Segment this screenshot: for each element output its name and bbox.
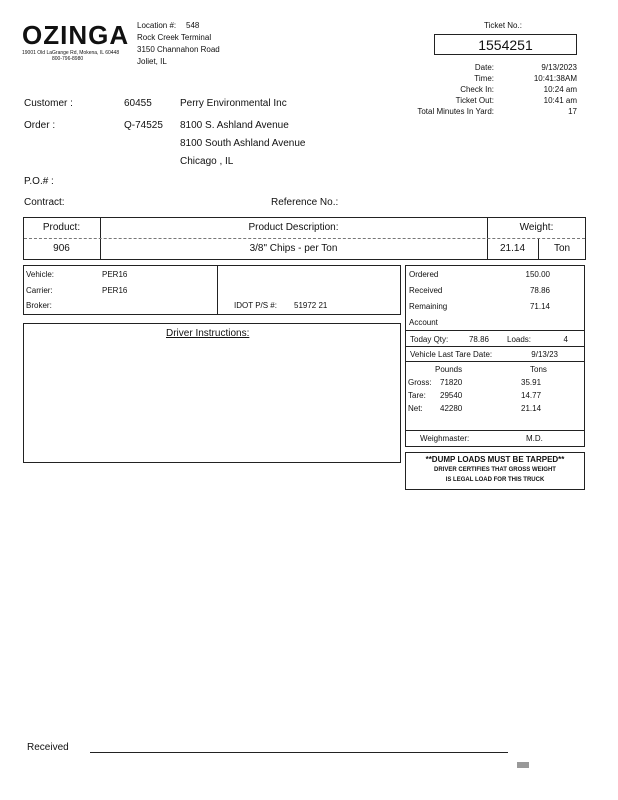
- driver-instructions-title: Driver Instructions:: [166, 328, 250, 339]
- company-logo: OZINGA: [22, 20, 130, 50]
- today-qty-value: 78.86: [468, 335, 489, 344]
- product-description: 3/8" Chips - per Ton: [249, 243, 338, 254]
- ticket-number: 1554251: [478, 37, 533, 53]
- net-label: Net:: [408, 404, 423, 413]
- idot-value: 51972 21: [294, 301, 328, 310]
- order-label: Order :: [24, 120, 56, 131]
- location-name: Rock Creek Terminal: [137, 33, 212, 42]
- account-label: Account: [409, 318, 438, 327]
- date-label: Date:: [474, 63, 494, 72]
- order-id: Q-74525: [124, 120, 163, 131]
- carrier-label: Carrier:: [26, 286, 53, 295]
- pounds-header: Pounds: [435, 365, 463, 374]
- product-code: 906: [53, 243, 70, 254]
- tare-pounds: 29540: [440, 391, 463, 400]
- ordered-value: 150.00: [525, 270, 550, 279]
- location-city: Joliet, IL: [137, 57, 167, 66]
- customer-name: Perry Environmental Inc: [180, 98, 287, 109]
- loads-value: 4: [563, 335, 568, 344]
- tare-label: Tare:: [408, 391, 426, 400]
- reference-label: Reference No.:: [271, 197, 339, 208]
- vehicle-box: [23, 265, 401, 315]
- product-header: Product:: [42, 222, 81, 233]
- notice-line-2: DRIVER CERTIFIES THAT GROSS WEIGHT: [434, 467, 556, 473]
- customer-id: 60455: [124, 98, 152, 109]
- time-label: Time:: [474, 74, 494, 83]
- broker-label: Broker:: [26, 301, 52, 310]
- location-street: 3150 Channahon Road: [137, 45, 220, 54]
- loads-label: Loads:: [507, 335, 532, 344]
- gross-label: Gross:: [408, 378, 432, 387]
- location-number-label: Location #:: [137, 21, 177, 30]
- ticketout-value: 10:41 am: [543, 96, 577, 105]
- contract-label: Contract:: [24, 197, 65, 208]
- description-header: Product Description:: [248, 222, 339, 233]
- notice-line-3: IS LEGAL LOAD FOR THIS TRUCK: [445, 477, 545, 483]
- remaining-value: 71.14: [529, 302, 550, 311]
- vehicle-value: PER16: [102, 270, 128, 279]
- tare-tons: 14.77: [521, 391, 542, 400]
- checkin-label: Check In:: [460, 85, 494, 94]
- weight-header: Weight:: [519, 222, 554, 233]
- customer-label: Customer :: [24, 98, 73, 109]
- minutes-value: 17: [568, 107, 577, 116]
- location-number: 548: [186, 21, 200, 30]
- tare-date-label: Vehicle Last Tare Date:: [410, 350, 493, 359]
- received-qty-label: Received: [409, 286, 443, 295]
- minutes-label: Total Minutes In Yard:: [417, 107, 494, 116]
- product-weight: 21.14: [499, 243, 526, 254]
- company-address: 19001 Old LaGrange Rd, Mokena, IL 60448: [22, 50, 120, 56]
- carrier-value: PER16: [102, 286, 128, 295]
- order-address-2: 8100 South Ashland Avenue: [180, 138, 306, 149]
- remaining-label: Remaining: [409, 302, 448, 311]
- weighmaster-value: M.D.: [526, 434, 543, 443]
- corner-mark: [517, 762, 529, 768]
- vehicle-label: Vehicle:: [26, 270, 55, 279]
- date-value: 9/13/2023: [541, 63, 577, 72]
- today-qty-label: Today Qty:: [410, 335, 449, 344]
- driver-instructions-box: [23, 323, 401, 463]
- ticketout-label: Ticket Out:: [455, 96, 494, 105]
- gross-tons: 35.91: [521, 378, 542, 387]
- po-label: P.O.# :: [24, 176, 54, 187]
- idot-label: IDOT P/S #:: [234, 301, 277, 310]
- net-tons: 21.14: [521, 404, 542, 413]
- tare-date-value: 9/13/23: [531, 350, 558, 359]
- tons-header: Tons: [530, 365, 547, 374]
- received-qty-value: 78.86: [529, 286, 550, 295]
- signature-line: [90, 752, 508, 753]
- product-unit: Ton: [553, 243, 571, 254]
- company-phone: 800-796-8980: [52, 56, 84, 62]
- order-address-3: Chicago , IL: [180, 156, 234, 167]
- weighmaster-label: Weighmaster:: [420, 434, 470, 443]
- gross-pounds: 71820: [440, 378, 463, 387]
- order-address-1: 8100 S. Ashland Avenue: [180, 120, 289, 131]
- ordered-label: Ordered: [409, 270, 439, 279]
- time-value: 10:41:38AM: [533, 74, 577, 83]
- net-pounds: 42280: [440, 404, 463, 413]
- ticket-label: Ticket No.:: [484, 21, 522, 30]
- notice-line-1: **DUMP LOADS MUST BE TARPED**: [425, 455, 565, 464]
- received-signature-label: Received: [27, 742, 69, 753]
- checkin-value: 10:24 am: [543, 85, 577, 94]
